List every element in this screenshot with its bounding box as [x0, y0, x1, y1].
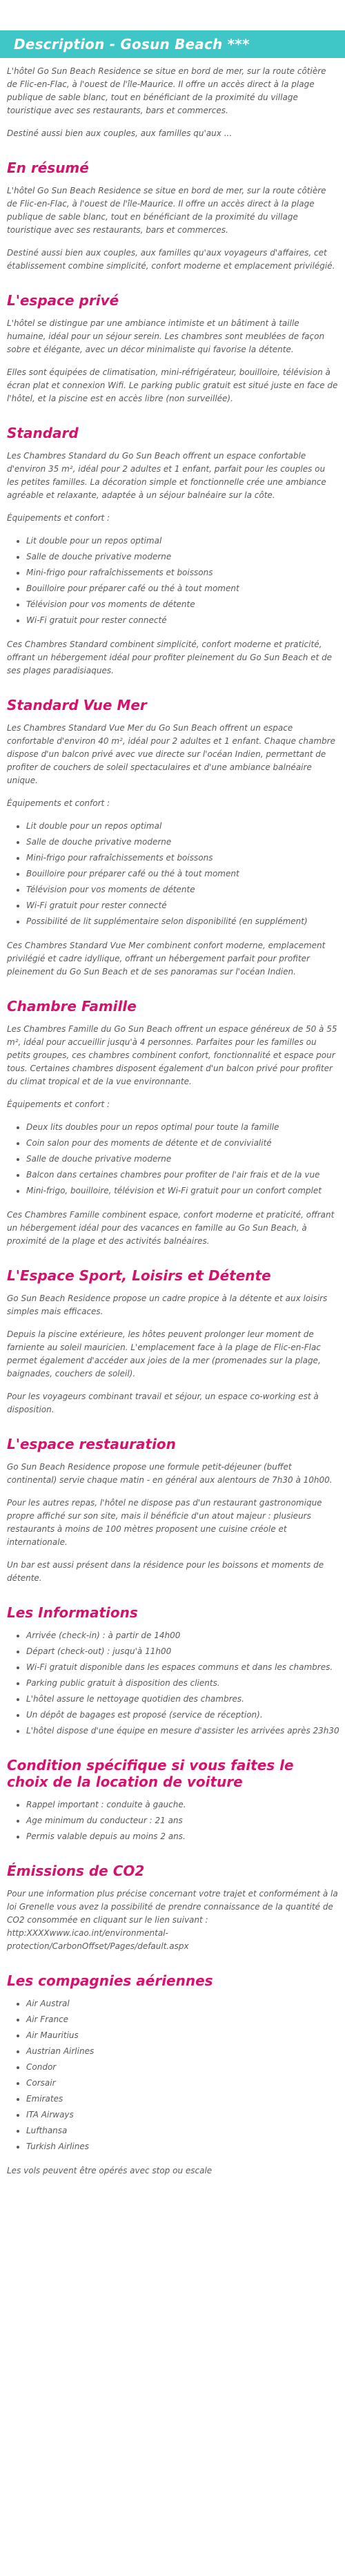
vuemer-section — [0, 722, 345, 810]
list-item: • Coin salon pour des moments de détente et de convivialité — [26, 1137, 345, 1150]
list-item: • Lit double pour un repos optimal — [26, 820, 345, 833]
standard-conclusion — [0, 638, 345, 677]
voiture-list — [0, 1798, 345, 1843]
resume-title: En résumé — [7, 160, 89, 176]
list-item: • L'hôtel dispose d'une équipe en mesure d'assister les arrivées après 23h30 — [26, 1724, 345, 1738]
vuemer-conclusion — [0, 939, 345, 979]
prive-paragraph: Elles sont équipées de climatisation, mini-réfrigérateur, bouilloire, télévision à écran plat et connexion Wifi. Le parking public gratuit est situé juste en face de l'hôtel, et la piscine est en accès libre (non surveillée). — [7, 367, 338, 403]
famille-paragraph: Les Chambres Famille du Go Sun Beach offrent un espace généreux de 50 à 55 m², idéal pour accueillir jusqu'à 4 personnes. Parfaites pour les familles ou petits groupes, ces chambres combinent confort, fonctionnalité et espace pour tous. Certaines chambres disposent également d'un balcon privé pour profiter du climat tropical et de la vue environnante. — [7, 1024, 337, 1086]
voiture-title: Condition spécifique si vous faites le choix de la location de voiture — [7, 1757, 294, 1790]
list-item: • Départ (check-out) : jusqu'à 11h00 — [26, 1645, 345, 1658]
resume-paragraph: L'hôtel Go Sun Beach Residence se situe en bord de mer, sur la route côtière de Flic-en-Flac, à l'ouest de l'île-Maurice. Il offre un accès direct à la plage publique de sable blanc, tout en bénéficiant de la proximité du village touristique avec ses restaurants, bars et commerces. — [7, 186, 326, 235]
list-item: • Bouilloire pour préparer café ou thé à tout moment — [26, 867, 345, 881]
vuemer-title: Standard Vue Mer — [7, 697, 147, 713]
infos-title: Les Informations — [7, 1604, 138, 1621]
list-item: • Mini-frigo, bouilloire, télévision et Wi-Fi gratuit pour un confort complet — [26, 1184, 345, 1198]
sport-title: L'Espace Sport, Loisirs et Détente — [7, 1267, 271, 1284]
famille-section — [0, 1023, 345, 1111]
list-item: • L'hôtel assure le nettoyage quotidien des chambres. — [26, 1693, 345, 1706]
sport-paragraph: Pour les voyageurs combinant travail et séjour, un espace co-working est à disposition. — [7, 1392, 319, 1414]
list-item: • Salle de douche privative moderne — [26, 1153, 345, 1166]
famille-conclusion — [0, 1209, 345, 1248]
restauration-paragraph: Pour les autres repas, l'hôtel ne dispose pas d'un restaurant gastronomique propre affiché sur son site, mais il bénéficie d'un atout majeur : plusieurs restaurants à moins de 100 mètres proposent une cuisine créole et internationale. — [7, 1498, 322, 1547]
list-item: • Salle de douche privative moderne — [26, 836, 345, 849]
compagnies-list — [0, 1997, 345, 2153]
standard-equipment-label: Équipements et confort : — [7, 513, 110, 523]
list-item: • Corsair — [26, 2077, 345, 2090]
sport-paragraph: Go Sun Beach Residence propose un cadre propice à la détente et aux loisirs simples mais efficaces. — [7, 1294, 328, 1316]
infos-list — [0, 1629, 345, 1738]
co2-paragraph — [7, 1887, 338, 1953]
famille-paragraph: Ces Chambres Famille combinent espace, confort moderne et praticité, offrant un hébergement idéal pour des vacances en famille au Go Sun Beach, à proximité de la plage et des activités balnéaires. — [7, 1210, 335, 1246]
co2-section — [0, 1887, 345, 1953]
list-item: • Bouilloire pour préparer café ou thé à tout moment — [26, 582, 345, 595]
list-item: • Mini-frigo pour rafraîchissements et boissons — [26, 852, 345, 865]
list-item: • Deux lits doubles pour un repos optimal pour toute la famille — [26, 1121, 345, 1134]
vuemer-equipment-label: Équipements et confort : — [7, 798, 110, 808]
list-item: • Air Austral — [26, 1997, 345, 2010]
famille-equipment-label: Équipements et confort : — [7, 1099, 110, 1109]
list-item: • Wi-Fi gratuit disponible dans les espaces communs et dans les chambres. — [26, 1661, 345, 1674]
standard-section — [0, 450, 345, 525]
list-item: • Turkish Airlines — [26, 2140, 345, 2153]
vuemer-paragraph: Ces Chambres Standard Vue Mer combinent confort moderne, emplacement privilégié et cadre idyllique, offrant un hébergement parfait pour profiter pleinement du Go Sun Beach et de ses panoramas sur l'océan Indien. — [7, 941, 326, 977]
list-item: • Lit double pour un repos optimal — [26, 535, 345, 548]
resume-section — [0, 184, 345, 273]
list-item: • Austrian Airlines — [26, 2045, 345, 2058]
list-item: • Un dépôt de bagages est proposé (service de réception). — [26, 1709, 345, 1722]
intro-paragraph-1: L'hôtel Go Sun Beach Residence se situe en bord de mer, sur la route côtière de Flic-en-Flac, à l'ouest de l'île-Maurice. Il offre un accès direct à la plage publique de sable blanc, tout en bénéficiant de la proximité du village touristique avec ses restaurants, bars et commerces. — [7, 66, 326, 115]
list-item: • Rappel important : conduite à gauche. — [26, 1798, 345, 1811]
list-item: • Balcon dans certaines chambres pour profiter de l'air frais et de la vue — [26, 1169, 345, 1182]
restauration-paragraph: Go Sun Beach Residence propose une formule petit-déjeuner (buffet continental) servie chaque matin - en général aux alentours de 7h30 à 10h00. — [7, 1462, 333, 1485]
list-item: • Télévision pour vos moments de détente — [26, 883, 345, 896]
standard-paragraph: Les Chambres Standard du Go Sun Beach offrent un espace confortable d'environ 35 m², idéal pour 2 adultes et 1 enfant, parfait pour les couples ou les petites familles. La décoration simple et fonctionnelle crée une ambiance agréable et relaxante, adaptée à un séjour balnéaire sur la côte. — [7, 451, 326, 500]
list-item: • ITA Airways — [26, 2108, 345, 2122]
prive-title: L'espace privé — [7, 292, 119, 309]
standard-paragraph: Ces Chambres Standard combinent simplicité, confort moderne et praticité, offrant un hébergement idéal pour profiter pleinement du Go Sun Beach et de ses plages paradisiaques. — [7, 640, 333, 675]
list-item: • Age minimum du conducteur : 21 ans — [26, 1814, 345, 1827]
list-item: • Possibilité de lit supplémentaire selon disponibilité (en supplément) — [26, 915, 345, 928]
prive-section — [0, 317, 345, 405]
vuemer-paragraph: Les Chambres Standard Vue Mer du Go Sun Beach offrent un espace confortable d'environ 40 m², idéal pour 2 adultes et 1 enfant. Chaque chambre dispose d'un balcon privé avec vue directe sur l'océan Indien, permettant de profiter de couchers de soleil spectaculaires et d'une ambiance balnéaire unique. — [7, 723, 335, 785]
resume-paragraph: Destiné aussi bien aux couples, aux familles qu'aux voyageurs d'affaires, cet établissement combine simplicité, confort moderne et emplacement privilégié. — [7, 248, 335, 271]
sport-paragraph: Depuis la piscine extérieure, les hôtes peuvent prolonger leur moment de farniente au soleil mauricien. L'emplacement face à la plage de Flic-en-Flac permet également d'accéder aux joies de la mer (promenades sur la plage, baignades, couchers de soleil). — [7, 1329, 321, 1378]
list-item: • Wi-Fi gratuit pour rester connecté — [26, 614, 345, 627]
restauration-title: L'espace restauration — [7, 1436, 176, 1452]
compagnies-title: Les compagnies aériennes — [7, 1972, 213, 1989]
vuemer-equipment-list — [0, 820, 345, 928]
list-item: • Arrivée (check-in) : à partir de 14h00 — [26, 1629, 345, 1642]
list-item: • Permis valable depuis au moins 2 ans. — [26, 1830, 345, 1843]
list-item: • Mini-frigo pour rafraîchissements et boissons — [26, 566, 345, 579]
list-item: • Condor — [26, 2061, 345, 2074]
list-item: • Air France — [26, 2013, 345, 2026]
standard-equipment-list — [0, 535, 345, 627]
co2-link[interactable]: http:XXXXwww.icao.int/environmental-protection/CarbonOffset/Pages/default.aspx — [7, 1928, 189, 1951]
famille-equipment-list — [0, 1121, 345, 1198]
list-item: • Lufthansa — [26, 2124, 345, 2137]
prive-paragraph: L'hôtel se distingue par une ambiance intimiste et un bâtiment à taille humaine, idéal pour un séjour serein. Les chambres sont meublées de façon sobre et élégante, avec un décor minimaliste qui favorise la détente. — [7, 318, 325, 354]
sport-section — [0, 1292, 345, 1416]
list-item: • Télévision pour vos moments de détente — [26, 598, 345, 611]
list-item: • Parking public gratuit à disposition des clients. — [26, 1677, 345, 1690]
restauration-paragraph: Un bar est aussi présent dans la résidence pour les boissons et moments de détente. — [7, 1560, 324, 1583]
list-item: • Emirates — [26, 2093, 345, 2106]
intro-section — [0, 58, 345, 140]
list-item: • Salle de douche privative moderne — [26, 550, 345, 564]
famille-title: Chambre Famille — [7, 998, 137, 1015]
intro-paragraph-2: Destiné aussi bien aux couples, aux familles qu'aux ... — [7, 128, 233, 138]
co2-text: Pour une information plus précise concernant votre trajet et conformément à la loi Grenelle vous avez la possibilité de prendre connaissance de la quantité de CO2 consommée en cliquant sur le lien suivant : — [7, 1889, 338, 1925]
compagnies-note: Les vols peuvent être opérés avec stop ou escale — [7, 2166, 213, 2175]
restauration-section — [0, 1461, 345, 1585]
list-item: • Air Mauritius — [26, 2029, 345, 2042]
standard-title: Standard — [7, 425, 79, 441]
description-banner: Description - Gosun Beach *** — [0, 30, 345, 58]
co2-title: Émissions de CO2 — [7, 1863, 145, 1879]
page — [0, 30, 345, 2178]
list-item: • Wi-Fi gratuit pour rester connecté — [26, 899, 345, 912]
